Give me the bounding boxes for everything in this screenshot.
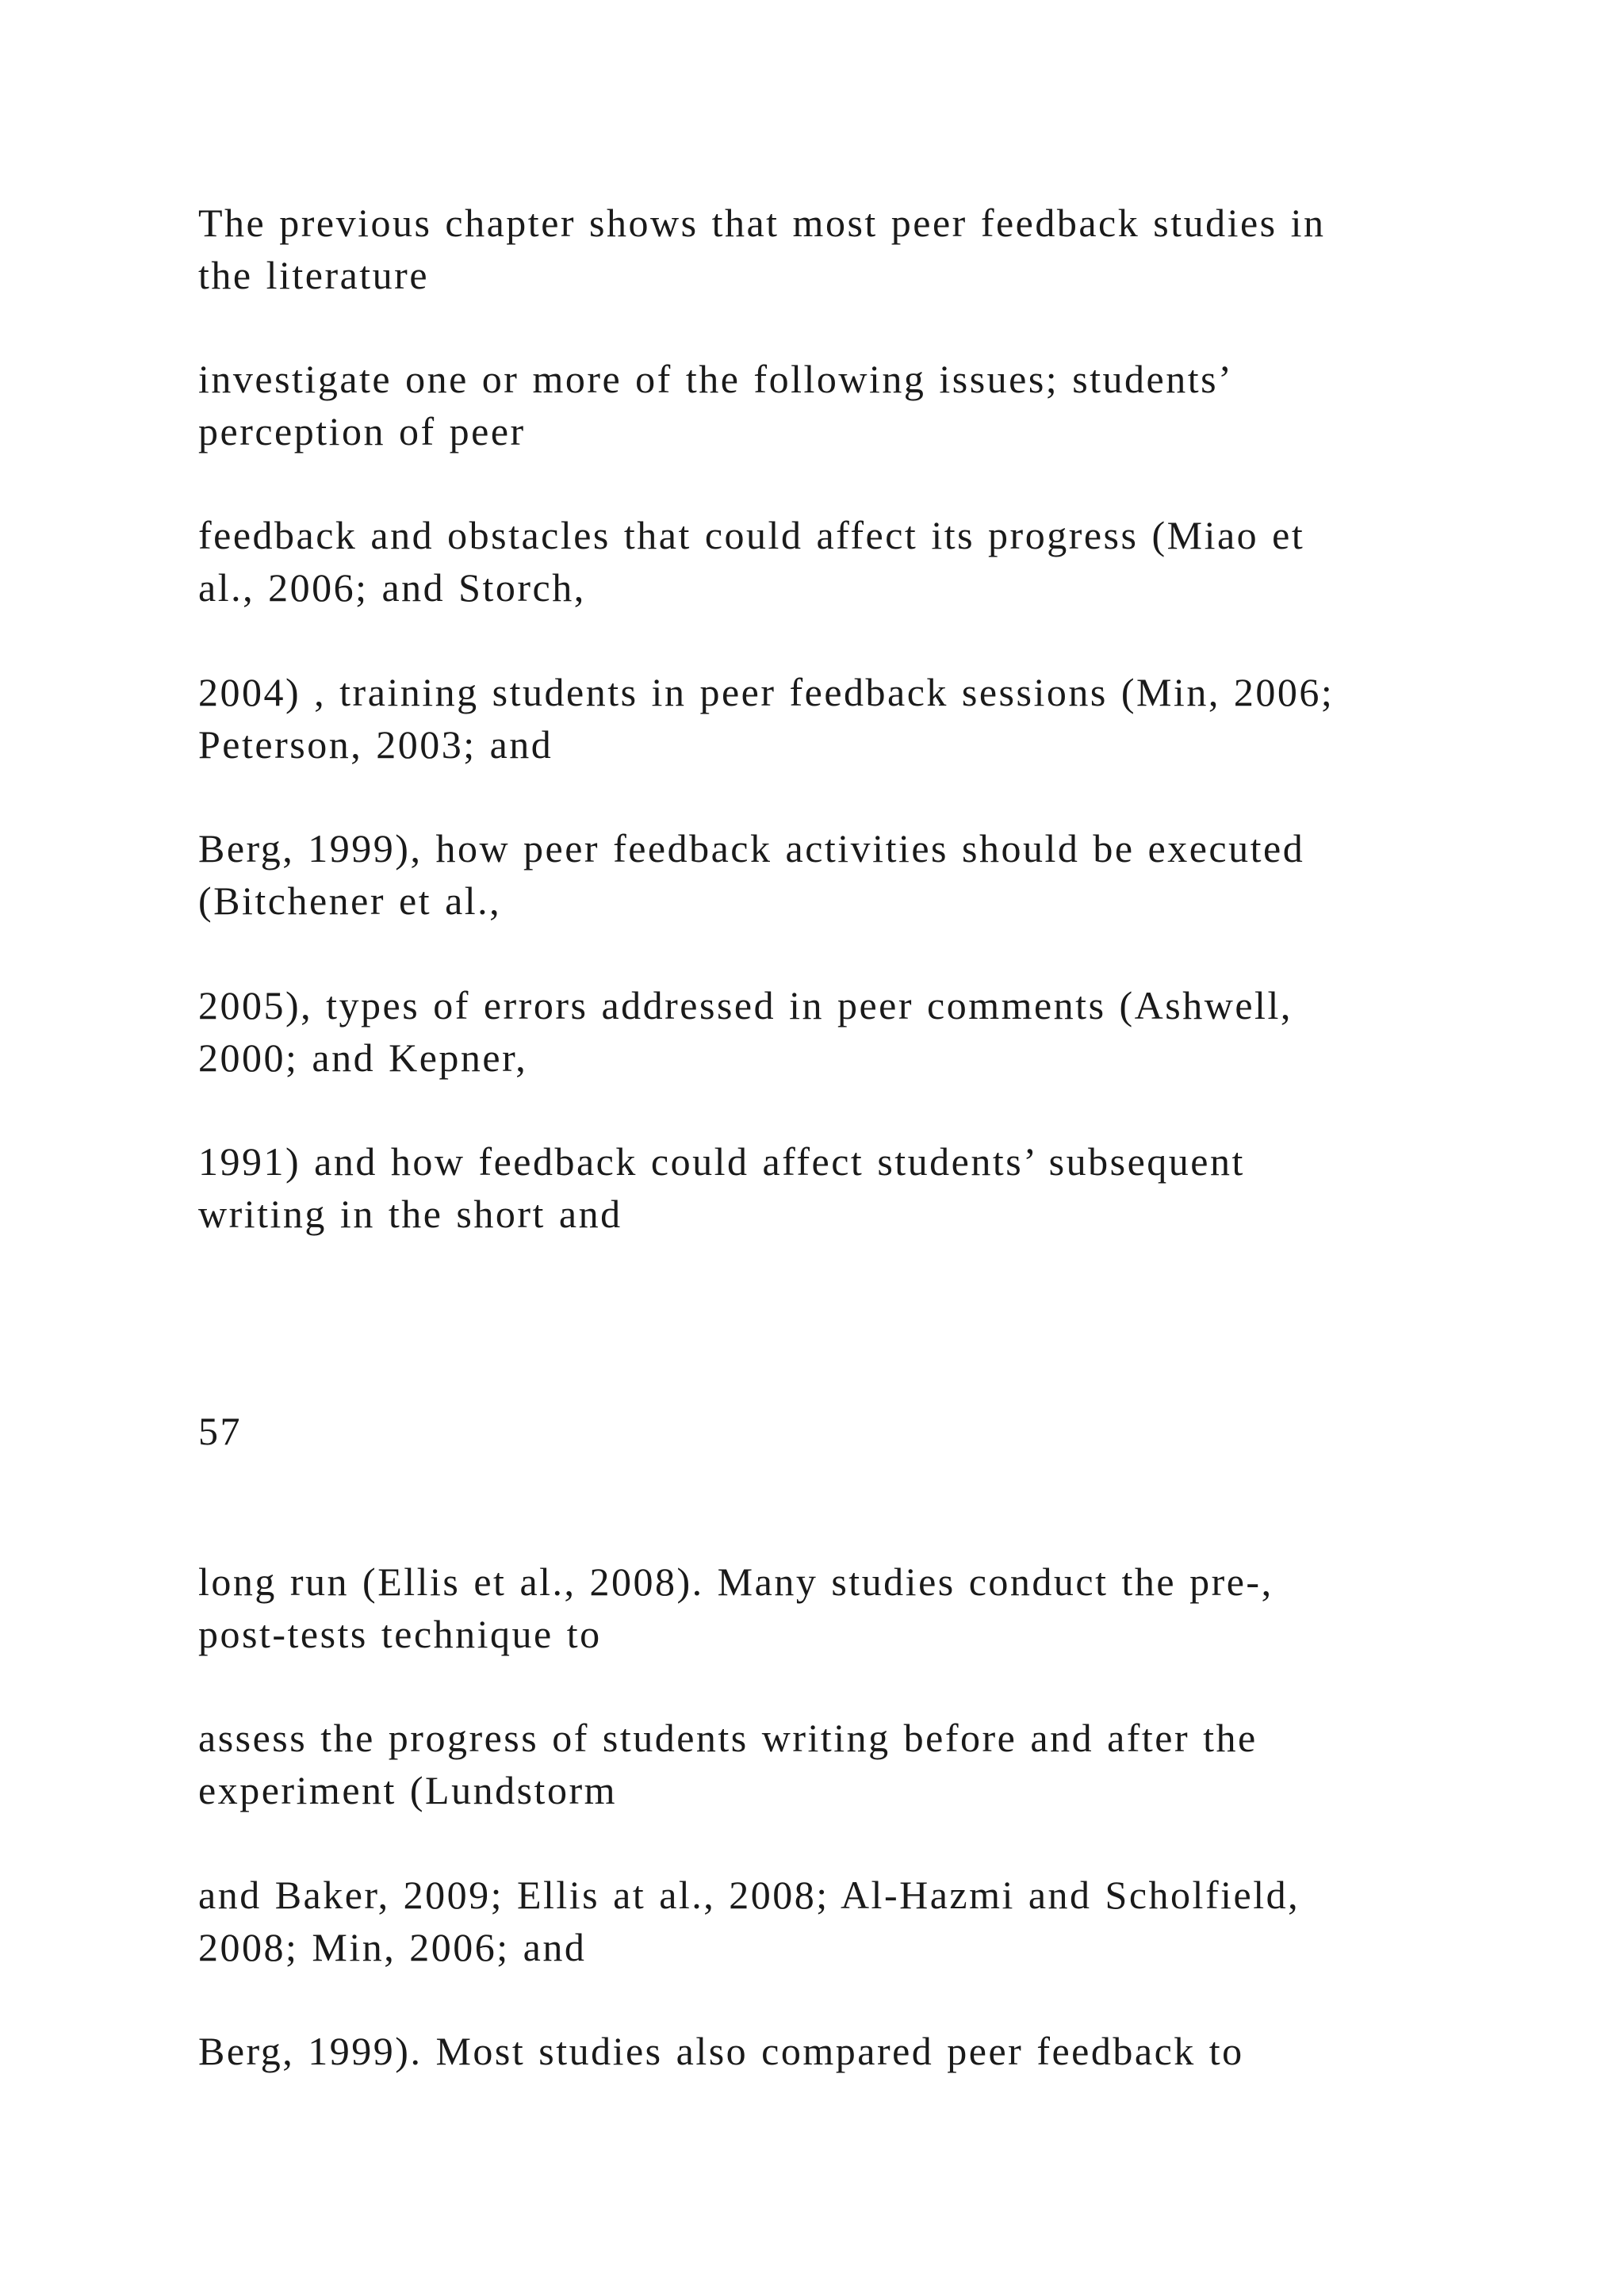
paragraph-6: 2005), types of errors addressed in peer comments (Ashwell, 2000; and Kepner,	[198, 983, 1293, 1080]
paragraph-8: long run (Ellis et al., 2008). Many studies conduct the pre-, post-tests technique to	[198, 1559, 1274, 1656]
paragraph-7: 1991) and how feedback could affect students’ subsequent writing in the short and	[198, 1139, 1245, 1236]
page-number: 57	[198, 1409, 242, 1453]
paragraph-1: The previous chapter shows that most peer feedback studies in the literature	[198, 201, 1326, 297]
paragraph-9: assess the progress of students writing before and after the experiment (Lundstorm	[198, 1716, 1258, 1812]
paragraph-5: Berg, 1999), how peer feedback activities should be executed (Bitchener et al.,	[198, 826, 1305, 923]
paragraph-2: investigate one or more of the following issues; students’ perception of peer	[198, 357, 1234, 453]
paragraph-10: and Baker, 2009; Ellis at al., 2008; Al-Hazmi and Scholfield, 2008; Min, 2006; and	[198, 1873, 1300, 1969]
paragraph-4: 2004) , training students in peer feedback sessions (Min, 2006; Peterson, 2003; and	[198, 670, 1335, 767]
paragraph-11: Berg, 1999). Most studies also compared peer feedback to	[198, 2029, 1244, 2073]
paragraph-3: feedback and obstacles that could affect its progress (Miao et al., 2006; and Storch,	[198, 513, 1305, 610]
